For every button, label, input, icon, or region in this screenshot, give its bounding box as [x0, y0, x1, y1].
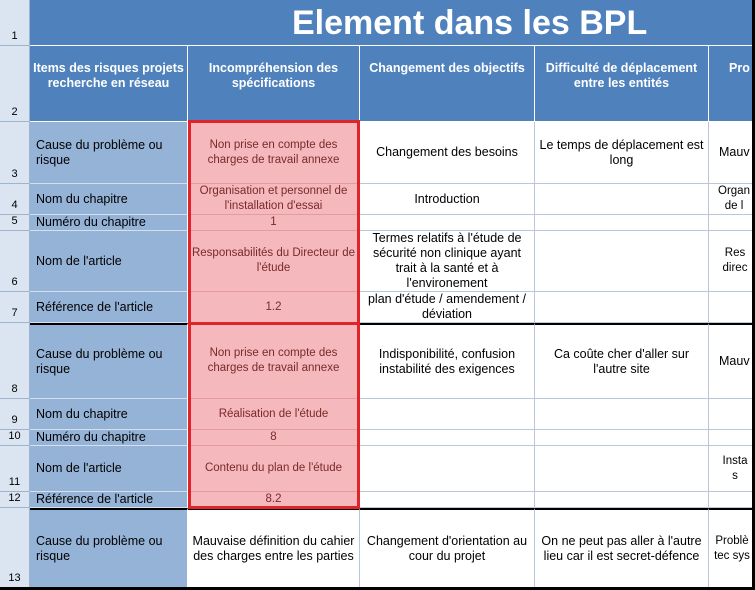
row-header-10[interactable]: 10 [0, 430, 30, 446]
cell-r3-c1[interactable]: Non prise en compte des charges de travail annexe [188, 122, 360, 184]
cell-r11-c3[interactable] [535, 446, 709, 492]
cell-r7-c2[interactable]: plan d'étude / amendement / déviation [360, 292, 535, 323]
cell-r4-c2[interactable]: Introduction [360, 184, 535, 215]
label-chapitre-num[interactable]: Numéro du chapitre [30, 215, 188, 231]
label-chapitre-nom[interactable]: Nom du chapitre [30, 184, 188, 215]
row-header-6[interactable]: 6 [0, 231, 30, 292]
row-header-4[interactable]: 4 [0, 184, 30, 215]
label-cause[interactable]: Cause du problème ou risque [30, 122, 188, 184]
cell-r10-c1[interactable]: 8 [188, 430, 360, 446]
cell-r9-c1[interactable]: Réalisation de l'étude [188, 399, 360, 430]
cell-r11-c4[interactable]: Insta s [709, 446, 755, 492]
cell-r4-c3[interactable] [535, 184, 709, 215]
cell-r5-c2[interactable] [360, 215, 535, 231]
label-cause[interactable]: Cause du problème ou risque [30, 323, 188, 399]
row-header-2[interactable]: 2 [0, 46, 30, 122]
cell-r12-c4[interactable] [709, 492, 755, 508]
cell-r7-c4[interactable] [709, 292, 755, 323]
label-article-ref[interactable]: Référence de l'article [30, 492, 188, 508]
cell-r3-c2[interactable]: Changement des besoins [360, 122, 535, 184]
cell-r8-c2[interactable]: Indisponibilité, confusion instabilité des exigences [360, 323, 535, 399]
cell-r5-c4[interactable] [709, 215, 755, 231]
cell-r3-c4[interactable]: Mauv [709, 122, 755, 184]
cell-r6-c2[interactable]: Termes relatifs à l'étude de sécurité non clinique ayant trait à la santé et à l'environement [360, 231, 535, 292]
header-changement-objectifs[interactable]: Changement des objectifs [360, 46, 535, 122]
cell-r10-c4[interactable] [709, 430, 755, 446]
cell-r6-c3[interactable] [535, 231, 709, 292]
cell-r4-c1[interactable]: Organisation et personnel de l'installation d'essai [188, 184, 360, 215]
cell-r7-c3[interactable] [535, 292, 709, 323]
row-header-5[interactable]: 5 [0, 215, 30, 231]
row-header-3[interactable]: 3 [0, 122, 30, 184]
row-header-12[interactable]: 12 [0, 492, 30, 508]
cell-r4-c4[interactable]: Organ de l [709, 184, 755, 215]
label-cause[interactable]: Cause du problème ou risque [30, 508, 188, 588]
cell-r13-c2[interactable]: Changement d'orientation au cour du projet [360, 508, 535, 588]
cell-r8-c3[interactable]: Ca coûte cher d'aller sur l'autre site [535, 323, 709, 399]
cell-r8-c1[interactable]: Non prise en compte des charges de travail annexe [188, 323, 360, 399]
cell-r12-c3[interactable] [535, 492, 709, 508]
header-items-risques[interactable]: Items des risques projets recherche en réseau [30, 46, 188, 122]
cell-r6-c1[interactable]: Responsabilités du Directeur de l'étude [188, 231, 360, 292]
label-article-nom[interactable]: Nom de l'article [30, 231, 188, 292]
cell-r10-c2[interactable] [360, 430, 535, 446]
cell-r7-c1[interactable]: 1.2 [188, 292, 360, 323]
cell-r13-c4[interactable]: Problè tec sys [709, 508, 755, 588]
cell-r13-c1[interactable]: Mauvaise définition du cahier des charges entre les parties [188, 508, 360, 588]
sheet-title[interactable]: Element dans les BPL [30, 0, 755, 46]
cell-r5-c3[interactable] [535, 215, 709, 231]
label-article-nom[interactable]: Nom de l'article [30, 446, 188, 492]
cell-r8-c4[interactable]: Mauv [709, 323, 755, 399]
cell-r9-c2[interactable] [360, 399, 535, 430]
row-header-13[interactable]: 13 [0, 508, 30, 588]
header-partial[interactable]: Pro [709, 46, 755, 122]
row-header-9[interactable]: 9 [0, 399, 30, 430]
cell-r13-c3[interactable]: On ne peut pas aller à l'autre lieu car il est secret-défence [535, 508, 709, 588]
row-header-7[interactable]: 7 [0, 292, 30, 323]
label-article-ref[interactable]: Référence de l'article [30, 292, 188, 323]
label-chapitre-num[interactable]: Numéro du chapitre [30, 430, 188, 446]
header-difficulte-deplacement[interactable]: Difficulté de déplacement entre les entités [535, 46, 709, 122]
cell-r12-c2[interactable] [360, 492, 535, 508]
cell-r9-c4[interactable] [709, 399, 755, 430]
cell-r6-c4[interactable]: Res direc [709, 231, 755, 292]
cell-r11-c1[interactable]: Contenu du plan de l'étude [188, 446, 360, 492]
row-header-1[interactable]: 1 [0, 0, 30, 46]
label-chapitre-nom[interactable]: Nom du chapitre [30, 399, 188, 430]
cell-r10-c3[interactable] [535, 430, 709, 446]
cell-r11-c2[interactable] [360, 446, 535, 492]
row-header-11[interactable]: 11 [0, 446, 30, 492]
cell-r3-c3[interactable]: Le temps de déplacement est long [535, 122, 709, 184]
cell-r12-c1[interactable]: 8.2 [188, 492, 360, 508]
row-header-8[interactable]: 8 [0, 323, 30, 399]
cell-r5-c1[interactable]: 1 [188, 215, 360, 231]
header-incomprehension[interactable]: Incompréhension des spécifications [188, 46, 360, 122]
cell-r9-c3[interactable] [535, 399, 709, 430]
